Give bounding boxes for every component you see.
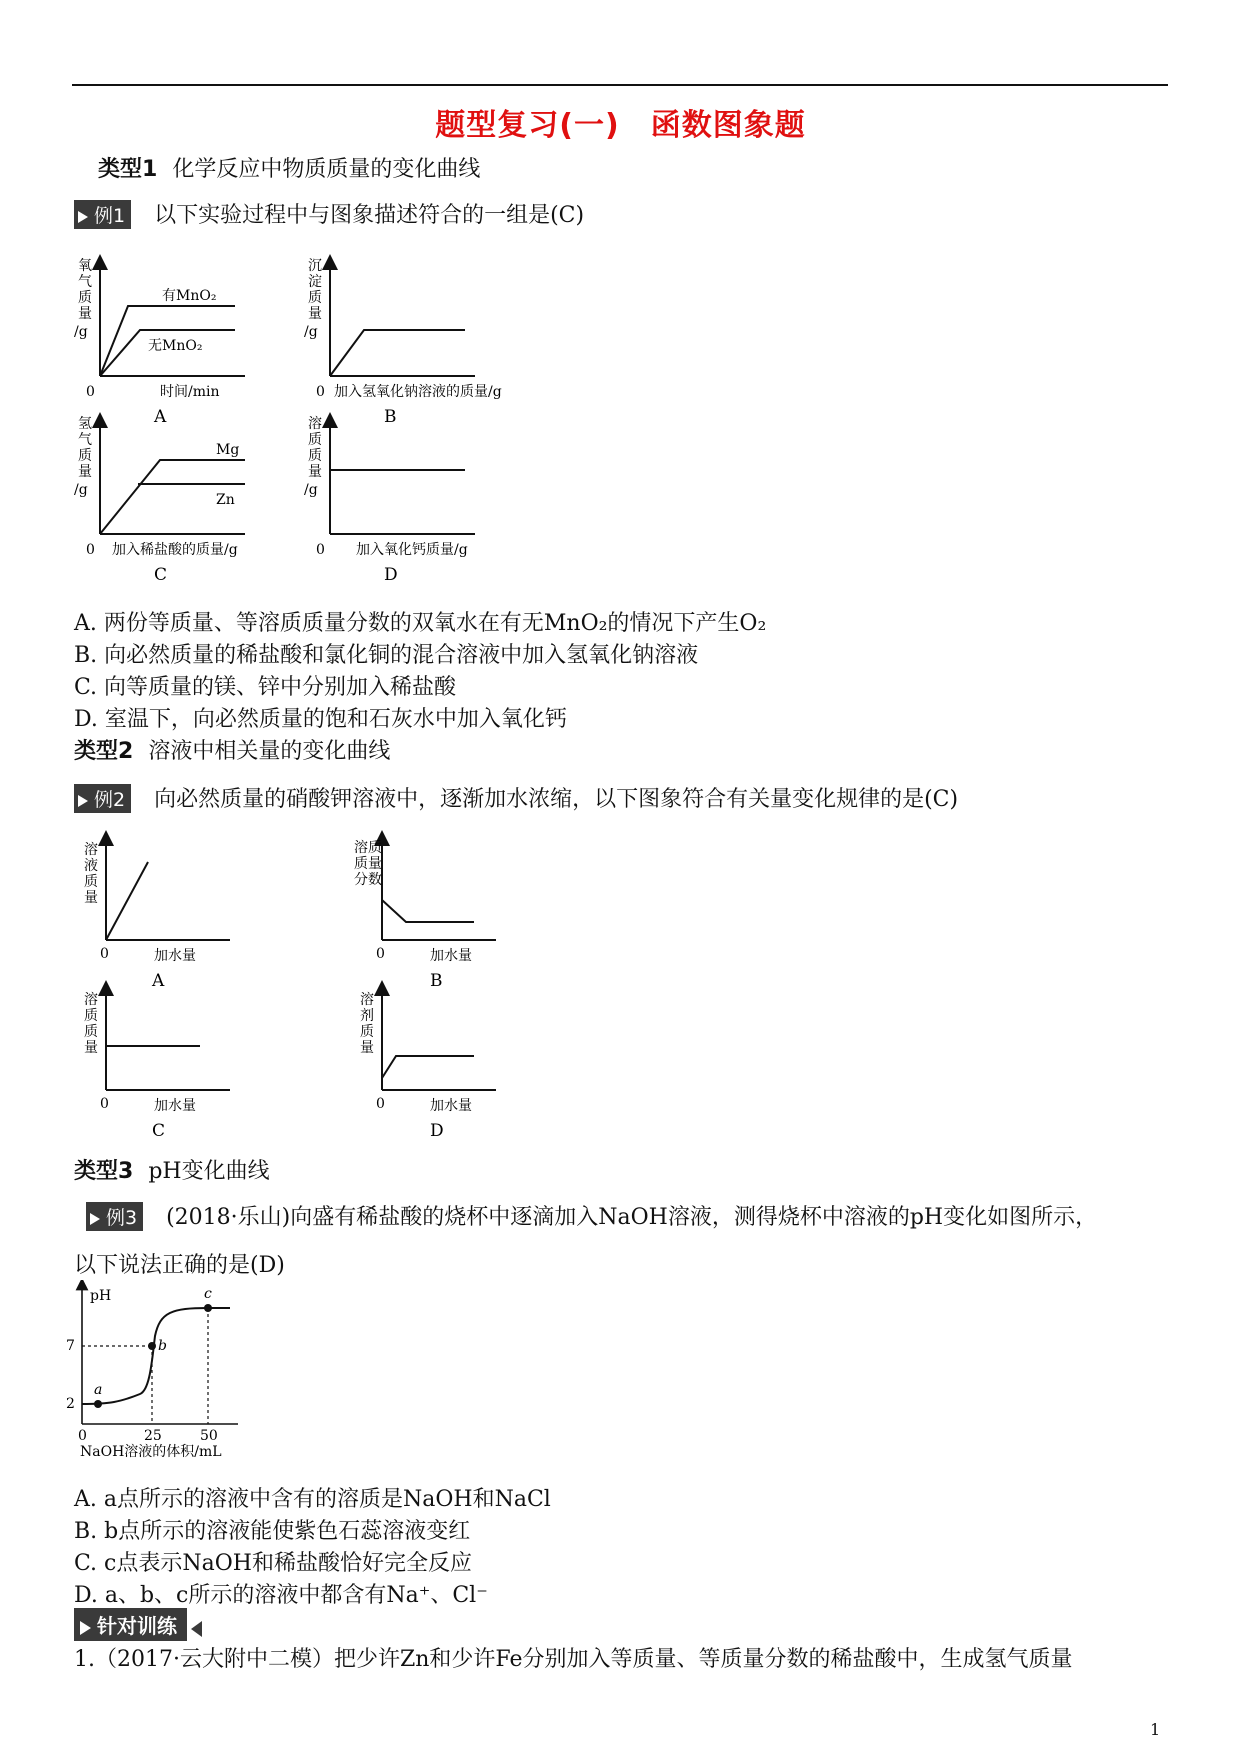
svg-text:分数: 分数 [354,872,382,888]
graph-2d-xlabel: 加水量 [430,1098,472,1114]
svg-text:量: 量 [360,1040,374,1056]
training-header [74,1608,202,1641]
page-number: 1 [1150,1720,1161,1739]
svg-text:质: 质 [84,874,98,890]
play-icon [90,1213,100,1225]
svg-text:质: 质 [78,290,92,306]
svg-text:质: 质 [308,448,322,464]
graph-1a-curve2-label: 无MnO₂ [148,338,203,354]
ex3-option-a: A. a点所示的溶液中含有的溶质是NaOH和NaCl [74,1487,551,1512]
type1-heading [98,152,480,183]
svg-text:0: 0 [86,384,95,400]
graph-1a-curve1-label: 有MnO₂ [162,288,217,304]
ph-xtick-50: 50 [200,1428,218,1444]
example2-text: 向必然质量的硝酸钾溶液中，逐渐加水浓缩，以下图象符合有关量变化规律的是(C) [154,787,959,812]
back-arrow-icon [191,1621,202,1637]
svg-text:0: 0 [316,384,325,400]
svg-text:质量: 质量 [354,856,382,872]
svg-text:0: 0 [100,946,109,962]
svg-text:气: 气 [78,432,92,448]
training-tag: 针对训练 [74,1608,187,1641]
graph-1d-letter: D [384,565,398,580]
graph-2d-letter: D [430,1121,444,1141]
ph-point-b [148,1342,156,1350]
svg-text:沉: 沉 [308,258,322,274]
ex1-option-a: A. 两份等质量、等溶质质量分数的双氧水在有无MnO₂的情况下产生O₂ [74,611,767,636]
type1-text: 化学反应中物质质量的变化曲线 [172,157,481,182]
graph-1d [304,415,475,580]
svg-text:质: 质 [308,290,322,306]
type3-label: 类型3 [74,1159,134,1184]
example1-text: 以下实验过程中与图象描述符合的一组是(C) [154,203,585,228]
svg-text:氢: 氢 [78,416,92,432]
svg-text:量: 量 [78,306,92,322]
play-icon [78,795,88,807]
svg-text:0: 0 [100,1096,109,1112]
ph-chart-xlabel: NaOH溶液的体积/mL [80,1444,222,1460]
svg-text:量: 量 [308,306,322,322]
example2-question [74,782,958,813]
svg-text:溶: 溶 [308,416,322,432]
svg-text:/g: /g [304,324,318,340]
svg-text:质: 质 [78,448,92,464]
example3-question [86,1200,1097,1231]
graph-1b-letter: B [384,407,397,427]
graph-2c [84,988,230,1141]
example3-text-2: 以下说法正确的是(D) [74,1253,285,1278]
ph-point-a-label: a [94,1382,103,1398]
type2-label: 类型2 [74,739,134,764]
svg-text:量: 量 [308,464,322,480]
graph-1c [74,416,245,580]
graph-1c-curve1-label: Mg [216,442,240,458]
svg-text:/g: /g [74,482,88,498]
ph-ytick-2: 2 [66,1396,75,1412]
example1-tag: 例1 [74,200,131,229]
question-1: 1.（2017·云大附中二模）把少许Zn和少许Fe分别加入等质量、等质量分数的稀盐酸中，生成氢气质量 [74,1647,1073,1672]
graph-2a-letter: A [152,971,165,991]
top-rule [72,84,1168,86]
graph-1c-curve2-label: Zn [216,492,235,508]
svg-text:溶: 溶 [360,992,374,1008]
svg-text:气: 气 [78,274,92,290]
example1-question [74,198,584,229]
ex3-option-c: C. c点表示NaOH和稀盐酸恰好完全反应 [74,1551,472,1576]
svg-text:液: 液 [84,858,98,874]
graph-1a [74,258,245,427]
graph-2d [360,988,496,1141]
ph-point-c [204,1304,212,1312]
graph-1b-xlabel: 加入氢氧化钠溶液的质量/g [334,384,502,400]
type1-label: 类型1 [98,157,158,182]
svg-text:0: 0 [316,542,325,558]
ph-chart [60,1280,320,1460]
svg-text:溶质: 溶质 [354,840,382,856]
ph-point-a [94,1400,102,1408]
svg-text:质: 质 [84,1008,98,1024]
graph-2b-xlabel: 加水量 [430,948,472,964]
graph-2a-xlabel: 加水量 [154,948,196,964]
ph-xtick-0: 0 [78,1428,87,1444]
example2-tag: 例2 [74,784,131,813]
svg-text:量: 量 [78,464,92,480]
type3-heading [74,1154,270,1185]
graph-1a-ylabel-1: 氧 [78,258,92,274]
graph-2b [354,838,496,991]
svg-text:溶: 溶 [84,992,98,1008]
graph-2a [84,838,230,991]
example1-graphs [60,250,580,580]
example2-graphs [70,830,510,1150]
ph-point-b-label: b [158,1338,167,1354]
ph-chart-ylabel: pH [90,1288,112,1304]
graph-2b-letter: B [430,971,443,991]
graph-1c-letter: C [154,565,168,580]
graph-1a-xlabel: 时间/min [160,384,220,400]
ex1-option-b: B. 向必然质量的稀盐酸和氯化铜的混合溶液中加入氢氧化钠溶液 [74,643,699,668]
graph-1b [304,258,502,427]
graph-2c-letter: C [152,1121,166,1141]
ph-point-c-label: c [204,1286,212,1302]
ex1-option-d: D. 室温下，向必然质量的饱和石灰水中加入氧化钙 [74,707,567,732]
ex1-option-c: C. 向等质量的镁、锌中分别加入稀盐酸 [74,675,457,700]
ex3-option-d: D. a、b、c所示的溶液中都含有Na⁺、Cl⁻ [74,1583,488,1608]
type2-text: 溶液中相关量的变化曲线 [148,739,391,764]
svg-text:0: 0 [376,946,385,962]
graph-1c-xlabel: 加入稀盐酸的质量/g [112,542,238,558]
svg-text:/g: /g [304,482,318,498]
svg-text:量: 量 [84,1040,98,1056]
svg-text:淀: 淀 [308,274,322,290]
example3-text: (2018·乐山)向盛有稀盐酸的烧杯中逐滴加入NaOH溶液，测得烧杯中溶液的pH变化如图所示， [166,1205,1098,1230]
page-title: 题型复习(一) 函数图象题 [435,108,806,143]
ex3-option-b: B. b点所示的溶液能使紫色石蕊溶液变红 [74,1519,471,1544]
type3-text: pH变化曲线 [148,1159,270,1184]
graph-1a-letter: A [154,407,167,427]
play-icon [78,211,88,223]
svg-text:溶: 溶 [84,842,98,858]
type2-heading [74,734,390,765]
svg-text:0: 0 [86,542,95,558]
svg-text:0: 0 [376,1096,385,1112]
graph-1d-xlabel: 加入氧化钙质量/g [356,542,468,558]
svg-text:质: 质 [308,432,322,448]
svg-text:/g: /g [74,324,88,340]
example3-tag: 例3 [86,1202,143,1231]
svg-text:量: 量 [84,890,98,906]
svg-text:质: 质 [84,1024,98,1040]
ph-xtick-25: 25 [144,1428,162,1444]
svg-text:质: 质 [360,1024,374,1040]
svg-text:剂: 剂 [360,1008,374,1024]
play-icon [80,1621,91,1635]
graph-2c-xlabel: 加水量 [154,1098,196,1114]
ph-ytick-7: 7 [66,1338,75,1354]
